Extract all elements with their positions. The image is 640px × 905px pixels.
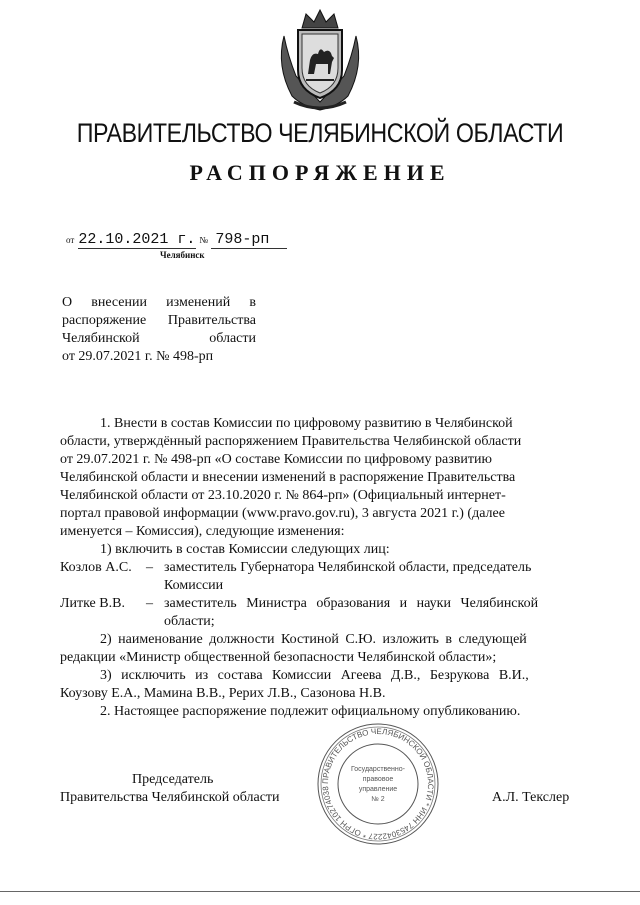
person-position-cont: области; [164, 614, 215, 629]
city-label: Челябинск [160, 250, 205, 260]
document-date: 22.10.2021 г. [78, 231, 196, 248]
position-line: Председатель [132, 772, 214, 787]
coat-of-arms-emblem [272, 6, 368, 114]
paragraph-line: Челябинской области и внесении изменений в распоряжение Правительства [60, 470, 516, 485]
document-number: 798-рп [211, 231, 287, 249]
person-name: Козлов А.С. [60, 560, 132, 575]
signatory-name: А.Л. Текслер [492, 790, 570, 805]
paragraph-line: от 29.07.2021 г. № 498-рп «О составе Комиссии по цифровому развитию [60, 452, 492, 467]
document-type: РАСПОРЯЖЕНИЕ [189, 160, 451, 185]
person-position: заместитель Губернатора Челябинской области, председатель [164, 560, 532, 575]
stamp-center-text: правовое [362, 776, 394, 783]
date-number-line [66, 231, 287, 249]
paragraph-line: портал правовой информации (www.pravo.gov.ru), 3 августа 2021 г.) (далее [60, 506, 505, 521]
stamp-ring-text: ПРАВИТЕЛЬСТВО ЧЕЛЯБИНСКОЙ ОБЛАСТИ * ИНН 7453042227 * ОГРН 10274038 [320, 726, 436, 842]
page-bottom-divider [0, 891, 640, 892]
item-3-line: Коузову Е.А., Мамина В.В., Рерих Л.В., Сазонова Н.В. [60, 686, 386, 701]
person-dash: – [146, 596, 153, 611]
item-2-line: 2) наименование должности Костиной С.Ю. изложить в следующей [100, 632, 527, 647]
stamp-center-text: Государственно- [350, 766, 406, 773]
subject-line: распоряжение Правительства [62, 313, 256, 328]
signatory-position [60, 771, 280, 807]
paragraph-line: Челябинской области от 23.10.2020 г. № 864-рп» (Официальный интернет- [60, 488, 506, 503]
paragraph-2: 2. Настоящее распоряжение подлежит официальному опубликованию. [100, 704, 521, 719]
item-1-intro: 1) включить в состав Комиссии следующих лиц: [100, 542, 390, 557]
subject-line: Челябинской области [62, 331, 256, 346]
subject-block [62, 294, 256, 366]
subject-line: О внесении изменений в [62, 295, 256, 310]
paragraph-line: именуется – Комиссия), следующие изменения: [60, 524, 345, 539]
paragraph-line: области, утверждённый распоряжением Правительства Челябинской области [60, 434, 522, 449]
person-name: Литке В.В. [60, 596, 125, 611]
government-title: ПРАВИТЕЛЬСТВО ЧЕЛЯБИНСКОЙ ОБЛАСТИ [76, 118, 564, 148]
person-position: заместитель Министра образования и науки Челябинской [164, 596, 539, 611]
stamp-center-text: № 2 [371, 796, 385, 803]
person-dash: – [146, 560, 153, 575]
paragraph-line: 1. Внести в состав Комиссии по цифровому развитию в Челябинской [100, 416, 513, 431]
position-line: Правительства Челябинской области [60, 790, 280, 805]
number-label: № [199, 235, 208, 245]
official-seal-stamp [316, 722, 440, 846]
person-position-cont: Комиссии [164, 578, 224, 593]
item-3-line: 3) исключить из состава Комиссии Агеева Д.В., Безрукова В.И., [100, 668, 529, 683]
stamp-center-text: управление [358, 786, 398, 793]
subject-line: от 29.07.2021 г. № 498-рп [62, 349, 214, 364]
from-label: от [66, 235, 75, 245]
item-2-line: редакции «Министр общественной безопасности Челябинской области»; [60, 650, 497, 665]
